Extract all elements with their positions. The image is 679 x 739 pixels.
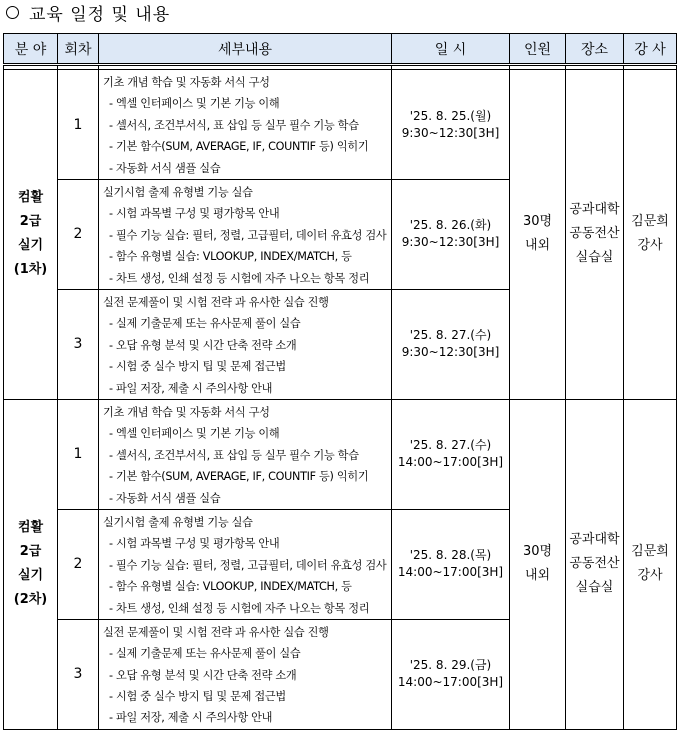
- lecturer-cell: [624, 70, 677, 400]
- lecturer-line: 김문희: [631, 214, 669, 230]
- detail-line: - 기본 함수(SUM, AVERAGE, IF, COUNTIF 등) 익히기: [109, 140, 369, 154]
- time-text: 14:00~17:00[3H]: [397, 675, 504, 690]
- count-line: 내외: [524, 238, 551, 254]
- field-line: 컴활: [17, 190, 44, 206]
- detail-line: 실기시험 출제 유형별 기능 실습: [103, 186, 253, 199]
- detail-line: - 실제 기출문제 또는 유사문제 풀이 실습: [109, 317, 301, 331]
- place-line: 공동전산: [569, 556, 620, 572]
- detail-line: - 시험 과목별 구성 및 평가항목 안내: [109, 207, 280, 221]
- detail-line: - 차트 생성, 인쇄 설정 등 시험에 자주 나오는 항목 정리: [109, 601, 370, 615]
- lecturer-line: 김문희: [631, 544, 669, 560]
- detail-cell: [99, 70, 392, 180]
- date-text: '25. 8. 29.(금): [409, 658, 492, 673]
- datetime-cell: [392, 399, 510, 509]
- place-line: 공과대학: [569, 532, 620, 548]
- session-number: 3: [58, 289, 99, 399]
- lecturer-cell: [624, 399, 677, 729]
- time-text: 14:00~17:00[3H]: [397, 455, 504, 470]
- detail-line: - 기본 함수(SUM, AVERAGE, IF, COUNTIF 등) 익히기: [109, 470, 369, 484]
- field-cell: [4, 70, 58, 400]
- detail-line: - 필수 기능 실습: 필터, 정렬, 고급필터, 데이터 유효성 검사: [109, 228, 387, 242]
- count-line: 30명: [522, 544, 553, 560]
- datetime-cell: [392, 180, 510, 290]
- header-lecturer: 강 사: [624, 34, 677, 65]
- detail-cell: [99, 289, 392, 399]
- datetime-cell: [392, 509, 510, 619]
- field-line: 2급: [19, 214, 42, 230]
- detail-line: 기초 개념 학습 및 자동화 서식 구성: [103, 76, 270, 89]
- detail-line: - 셀서식, 조건부서식, 표 삽입 등 실무 필수 기능 학습: [109, 118, 359, 132]
- lecturer-line: 강사: [637, 238, 663, 254]
- session-number: 1: [58, 399, 99, 509]
- field-line: 2급: [19, 544, 42, 560]
- detail-cell: [99, 619, 392, 729]
- section-title-text: 교육 일정 및 내용: [29, 5, 171, 25]
- session-number: 2: [58, 180, 99, 290]
- detail-cell: [99, 180, 392, 290]
- schedule-table: [3, 33, 677, 730]
- date-text: '25. 8. 26.(화): [409, 218, 492, 233]
- time-text: 9:30~12:30[3H]: [401, 125, 500, 140]
- detail-line: - 시험 중 실수 방지 팁 및 문제 접근법: [109, 690, 286, 704]
- detail-line: 실전 문제풀이 및 시험 전략 과 유사한 실습 진행: [103, 625, 329, 639]
- date-text: '25. 8. 27.(수): [409, 438, 492, 453]
- detail-line: - 셀서식, 조건부서식, 표 삽입 등 실무 필수 기능 학습: [109, 448, 359, 462]
- table-row: [4, 70, 677, 180]
- field-cell: [4, 399, 58, 729]
- circle-bullet-icon: [6, 6, 19, 19]
- date-text: '25. 8. 27.(수): [409, 328, 492, 343]
- header-details: 세부내용: [99, 34, 392, 65]
- place-line: 실습실: [575, 250, 614, 266]
- detail-cell: [99, 509, 392, 619]
- detail-line: - 함수 유형별 실습: VLOOKUP, INDEX/MATCH, 등: [109, 250, 352, 264]
- place-cell: [566, 399, 624, 729]
- table-body: [4, 65, 677, 730]
- count-cell: [510, 70, 566, 400]
- datetime-cell: [392, 289, 510, 399]
- field-line: (2차): [13, 592, 48, 608]
- place-line: 실습실: [575, 580, 614, 596]
- header-session: 회차: [58, 34, 99, 65]
- detail-line: - 자동화 서식 샘플 실습: [109, 491, 221, 505]
- place-line: 공과대학: [569, 202, 620, 218]
- session-number: 3: [58, 619, 99, 729]
- table-header-row: [4, 34, 677, 65]
- field-line: 실기: [17, 238, 44, 254]
- header-datetime: 일 시: [392, 34, 510, 65]
- header-field: 분 야: [4, 34, 58, 65]
- count-line: 30명: [522, 214, 553, 230]
- session-number: 1: [58, 70, 99, 180]
- datetime-cell: [392, 70, 510, 180]
- detail-line: 실기시험 출제 유형별 기능 실습: [103, 515, 253, 529]
- lecturer-line: 강사: [637, 568, 663, 584]
- datetime-cell: [392, 619, 510, 729]
- session-number: 2: [58, 509, 99, 619]
- detail-line: - 파일 저장, 제출 시 주의사항 안내: [109, 381, 273, 395]
- place-line: 공동전산: [569, 226, 620, 242]
- count-line: 내외: [524, 568, 551, 584]
- date-text: '25. 8. 25.(월): [409, 108, 492, 123]
- detail-line: - 오답 유형 분석 및 시간 단축 전략 소개: [109, 668, 297, 682]
- field-line: (1차): [13, 262, 48, 278]
- detail-line: - 필수 기능 실습: 필터, 정렬, 고급필터, 데이터 유효성 검사: [109, 558, 387, 572]
- count-cell: [510, 399, 566, 729]
- field-line: 컴활: [17, 520, 44, 536]
- detail-line: - 파일 저장, 제출 시 주의사항 안내: [109, 711, 273, 725]
- detail-line: - 실제 기출문제 또는 유사문제 풀이 실습: [109, 647, 301, 661]
- header-place: 장소: [566, 34, 624, 65]
- time-text: 9:30~12:30[3H]: [401, 235, 500, 250]
- date-text: '25. 8. 28.(목): [409, 548, 492, 563]
- section-title: [6, 0, 170, 24]
- detail-line: - 엑셀 인터페이스 및 기본 기능 이해: [109, 427, 280, 441]
- table-row: [4, 399, 677, 509]
- detail-cell: [99, 399, 392, 509]
- detail-line: - 함수 유형별 실습: VLOOKUP, INDEX/MATCH, 등: [109, 580, 352, 594]
- detail-line: 기초 개념 학습 및 자동화 서식 구성: [103, 405, 270, 419]
- detail-line: - 엑셀 인터페이스 및 기본 기능 이해: [109, 97, 280, 111]
- detail-line: - 시험 과목별 구성 및 평가항목 안내: [109, 537, 280, 551]
- field-line: 실기: [17, 568, 44, 584]
- detail-line: - 차트 생성, 인쇄 설정 등 시험에 자주 나오는 항목 정리: [109, 271, 370, 285]
- place-cell: [566, 70, 624, 400]
- detail-line: - 시험 중 실수 방지 팁 및 문제 접근법: [109, 360, 286, 374]
- detail-line: - 오답 유형 분석 및 시간 단축 전략 소개: [109, 338, 297, 352]
- header-count: 인원: [510, 34, 566, 65]
- detail-line: 실전 문제풀이 및 시험 전략 과 유사한 실습 진행: [103, 295, 329, 309]
- time-text: 9:30~12:30[3H]: [401, 345, 500, 360]
- detail-line: - 자동화 서식 샘플 실습: [109, 161, 221, 175]
- time-text: 14:00~17:00[3H]: [397, 565, 504, 580]
